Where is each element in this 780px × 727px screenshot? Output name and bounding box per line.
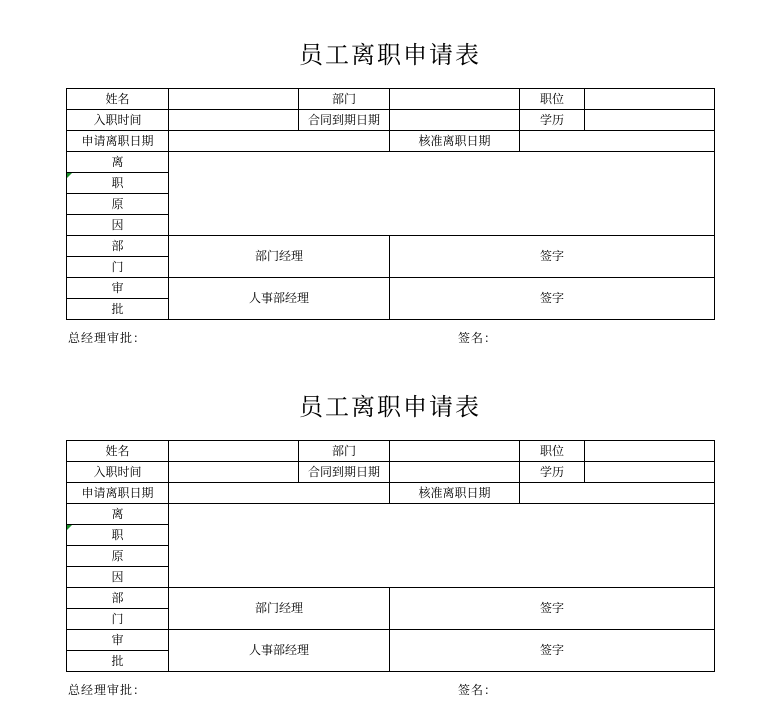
position-field[interactable] xyxy=(585,441,715,462)
dept-section-char: 门 xyxy=(67,257,169,278)
approval-section-char: 审 xyxy=(67,630,169,651)
education-field[interactable] xyxy=(585,110,715,131)
hire-date-label: 入职时间 xyxy=(67,110,169,131)
reason-field[interactable] xyxy=(169,152,715,236)
dept-section-char: 部 xyxy=(67,588,169,609)
hr-manager-label: 人事部经理 xyxy=(169,278,390,320)
education-label: 学历 xyxy=(520,462,585,483)
apply-date-label: 申请离职日期 xyxy=(67,483,169,504)
form-title: 员工离职申请表 xyxy=(299,393,481,421)
name-label: 姓名 xyxy=(67,89,169,110)
reason-label-char: 离 xyxy=(67,152,169,173)
approval-section-char: 审 xyxy=(67,278,169,299)
gm-approval-label: 总经理审批： xyxy=(68,331,147,345)
reason-field[interactable] xyxy=(169,504,715,588)
hire-date-field[interactable] xyxy=(169,110,299,131)
resignation-table xyxy=(66,88,715,320)
dept-manager-sign-field[interactable]: 签字 xyxy=(390,236,715,278)
apply-date-field[interactable] xyxy=(169,131,390,152)
dept-section-char: 部 xyxy=(67,236,169,257)
hr-manager-sign-field[interactable]: 签字 xyxy=(390,630,715,672)
reason-label-char: 原 xyxy=(67,194,169,215)
department-field[interactable] xyxy=(390,89,520,110)
reason-label-char: 离 xyxy=(67,504,169,525)
hire-date-field[interactable] xyxy=(169,462,299,483)
approved-date-label: 核准离职日期 xyxy=(390,483,520,504)
apply-date-field[interactable] xyxy=(169,483,390,504)
comment-marker xyxy=(67,173,72,178)
contract-end-field[interactable] xyxy=(390,110,520,131)
comment-marker xyxy=(67,525,72,530)
contract-end-label: 合同到期日期 xyxy=(299,462,390,483)
department-label: 部门 xyxy=(299,89,390,110)
position-field[interactable] xyxy=(585,89,715,110)
contract-end-label: 合同到期日期 xyxy=(299,110,390,131)
education-label: 学历 xyxy=(520,110,585,131)
reason-label-char: 因 xyxy=(67,215,169,236)
dept-manager-label: 部门经理 xyxy=(169,588,390,630)
position-label: 职位 xyxy=(520,89,585,110)
approval-section-char: 批 xyxy=(67,651,169,672)
dept-manager-sign-field[interactable]: 签字 xyxy=(390,588,715,630)
education-field[interactable] xyxy=(585,462,715,483)
contract-end-field[interactable] xyxy=(390,462,520,483)
dept-section-char: 门 xyxy=(67,609,169,630)
hr-manager-label: 人事部经理 xyxy=(169,630,390,672)
form-title: 员工离职申请表 xyxy=(299,41,481,69)
hr-manager-sign-field[interactable]: 签字 xyxy=(390,278,715,320)
reason-label-char: 因 xyxy=(67,567,169,588)
department-field[interactable] xyxy=(390,441,520,462)
position-label: 职位 xyxy=(520,441,585,462)
dept-manager-label: 部门经理 xyxy=(169,236,390,278)
reason-label-char: 职 xyxy=(67,173,169,194)
reason-label-char: 职 xyxy=(67,525,169,546)
hire-date-label: 入职时间 xyxy=(67,462,169,483)
approval-section-char: 批 xyxy=(67,299,169,320)
reason-label-char: 原 xyxy=(67,546,169,567)
signature-label: 签名： xyxy=(458,331,498,345)
name-field[interactable] xyxy=(169,441,299,462)
gm-approval-label: 总经理审批： xyxy=(68,683,147,697)
approved-date-field[interactable] xyxy=(520,131,715,152)
approved-date-label: 核准离职日期 xyxy=(390,131,520,152)
signature-label: 签名： xyxy=(458,683,498,697)
resignation-table xyxy=(66,440,715,672)
department-label: 部门 xyxy=(299,441,390,462)
name-field[interactable] xyxy=(169,89,299,110)
name-label: 姓名 xyxy=(67,441,169,462)
approved-date-field[interactable] xyxy=(520,483,715,504)
apply-date-label: 申请离职日期 xyxy=(67,131,169,152)
